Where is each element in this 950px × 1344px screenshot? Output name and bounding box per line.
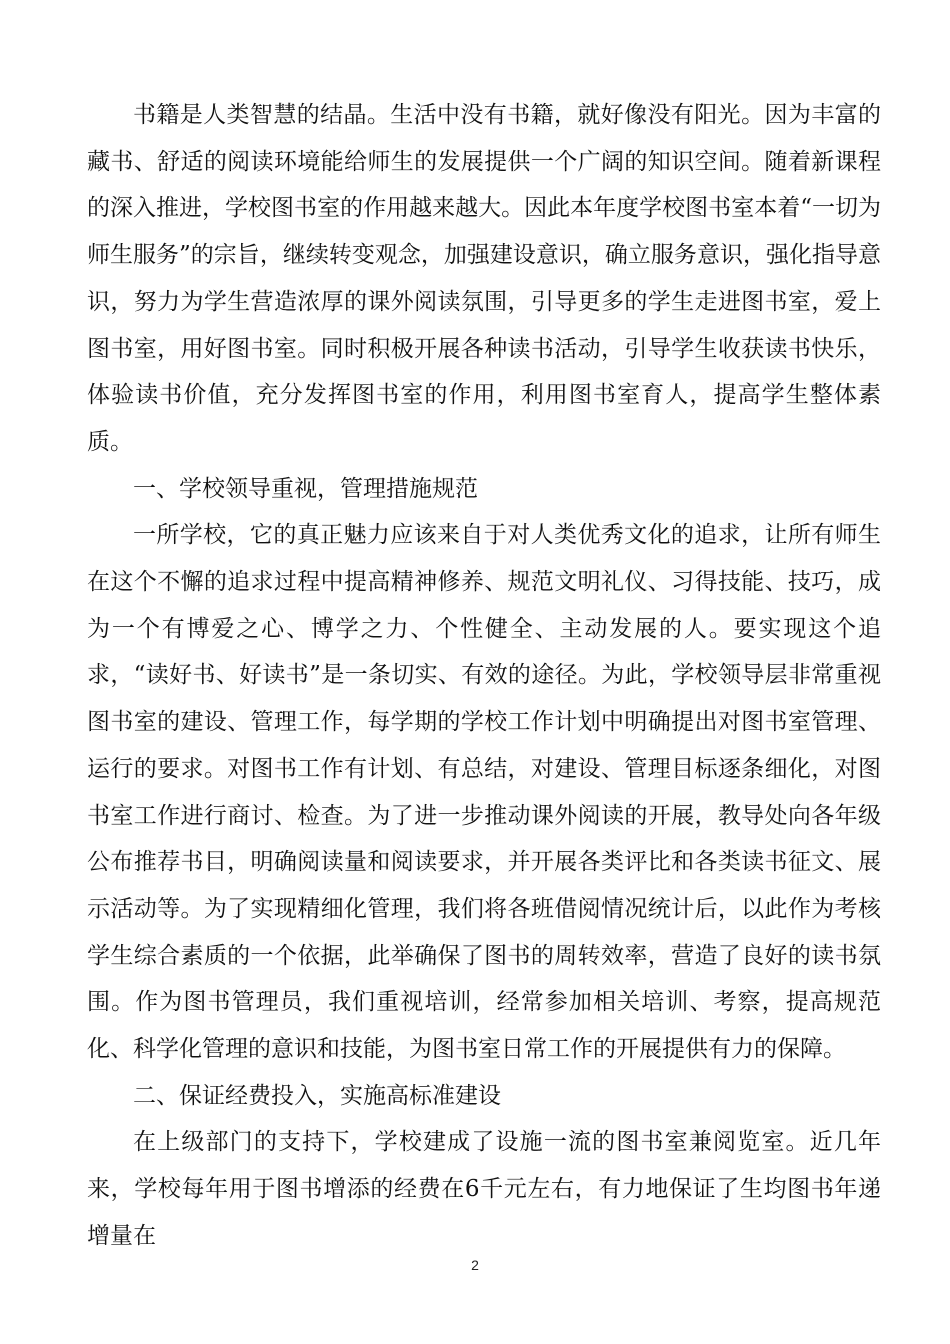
intro-paragraph: 书籍是人类智慧的结晶。生活中没有书籍，就好像没有阳光。因为丰富的藏书、舒适的阅读环境能给师生的发展提供一个广阔的知识空间。随着新课程的深入推进，学校图书室的作用越来越大。因此本年度学校图书室本着“一切为师生服务”的宗旨，继续转变观念，加强建设意识，确立服务意识，强化指导意识，努力为学生营造浓厚的课外阅读氛围，引导更多的学生走进图书室，爱上图书室，用好图书室。同时积极开展各种读书活动，引导学生收获读书快乐，体验读书价值，充分发挥图书室的作用，利用图书室育人，提高学生整体素质。 <box>87 102 881 455</box>
section-1-paragraph: 一所学校，它的真正魅力应该来自于对人类优秀文化的追求，让所有师生在这个不懈的追求过程中提高精神修养、规范文明礼仪、习得技能、技巧，成为一个有博爱之心、博学之力、个性健全、主动发展的人。要实现这个追求，“读好书、好读书”是一条切实、有效的途径。为此，学校领导层非常重视图书室的建设、管理工作，每学期的学校工作计划中明确提出对图书室管理、运行的要求。对图书工作有计划、有总结，对建设、管理目标逐条细化，对图书室工作进行商讨、检查。为了进一步推动课外阅读的开展，教导处向各年级公布推荐书目，明确阅读量和阅读要求，并开展各类评比和各类读书征文、展示活动等。为了实现精细化管理，我们将各班借阅情况统计后，以此作为考核学生综合素质的一个依据，此举确保了图书的周转效率，营造了良好的读书氛围。作为图书管理员，我们重视培训，经常参加相关培训、考察，提高规范化、科学化管理的意识和技能，为图书室日常工作的开展提供有力的保障。 <box>87 522 881 1063</box>
document-body <box>87 92 881 1260</box>
section-heading-2: 二、保证经费投入，实施高标准建设 <box>133 1082 501 1109</box>
page-number: 2 <box>471 1257 479 1273</box>
section-heading-1: 一、学校领导重视，管理措施规范 <box>133 475 478 502</box>
section-2-paragraph: 在上级部门的支持下，学校建成了设施一流的图书室兼阅览室。近几年来，学校每年用于图书增添的经费在6千元左右，有力地保证了生均图书年递增量在 <box>87 1129 881 1249</box>
